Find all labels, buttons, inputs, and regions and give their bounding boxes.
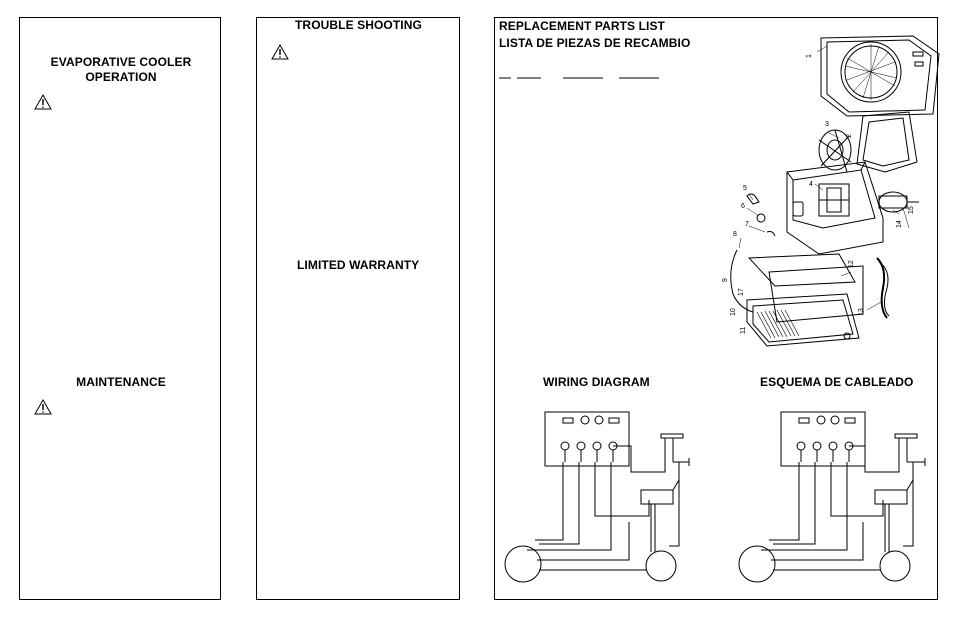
part-number-label: 14 bbox=[896, 220, 903, 228]
part-number-label: 12 bbox=[848, 260, 855, 268]
parts-heading-es: LISTA DE PIEZAS DE RECAMBIO bbox=[499, 36, 691, 50]
operation-maintenance-panel bbox=[19, 17, 221, 600]
parts-wiring-panel bbox=[494, 17, 938, 600]
wiring-diagram-es bbox=[735, 410, 935, 590]
wiring-heading-en: WIRING DIAGRAM bbox=[543, 375, 650, 389]
warranty-heading: LIMITED WARRANTY bbox=[297, 258, 420, 272]
part-number-label: 2 bbox=[846, 134, 853, 138]
parts-heading-en: REPLACEMENT PARTS LIST bbox=[499, 19, 665, 33]
wiring-diagram-en bbox=[499, 410, 699, 590]
troubleshooting-warranty-panel bbox=[256, 17, 460, 600]
part-number-label: 17 bbox=[738, 288, 745, 296]
part-number-label: 9 bbox=[722, 278, 729, 282]
exploded-parts-drawing bbox=[723, 32, 939, 352]
warning-triangle-icon bbox=[271, 44, 289, 60]
warning-triangle-icon bbox=[34, 399, 52, 415]
troubleshooting-heading: TROUBLE SHOOTING bbox=[295, 18, 422, 32]
maintenance-heading: MAINTENANCE bbox=[76, 375, 166, 389]
part-number-label: 4 bbox=[809, 181, 813, 188]
part-number-label: 15 bbox=[908, 206, 915, 214]
part-number-label: 1 bbox=[806, 54, 813, 58]
part-number-label: 8 bbox=[733, 231, 737, 238]
wiring-heading-es: ESQUEMA DE CABLEADO bbox=[760, 375, 914, 389]
part-number-label: 6 bbox=[741, 203, 745, 210]
part-number-label: 11 bbox=[740, 326, 747, 334]
warning-triangle-icon bbox=[34, 94, 52, 110]
part-number-label: 13 bbox=[858, 308, 865, 316]
operation-heading bbox=[20, 55, 222, 85]
part-number-label: 5 bbox=[743, 185, 747, 192]
operation-heading-line2: OPERATION bbox=[85, 70, 157, 84]
operation-heading-line1: EVAPORATIVE COOLER bbox=[50, 55, 192, 69]
part-number-label: 3 bbox=[825, 121, 829, 128]
part-number-label: 10 bbox=[730, 308, 737, 316]
part-number-label: 7 bbox=[745, 221, 749, 228]
